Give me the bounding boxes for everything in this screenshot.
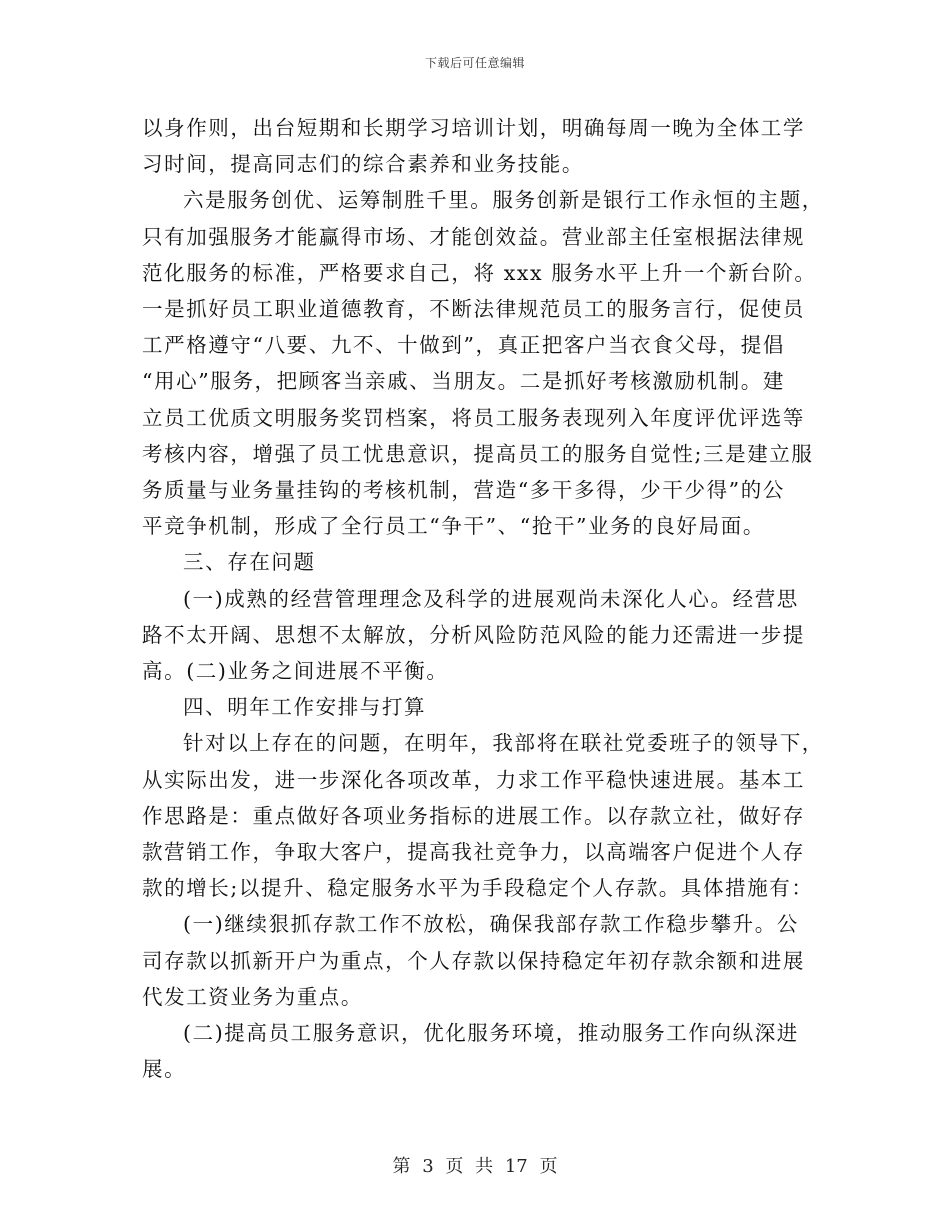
text-line: 立员工优质文明服务奖罚档案，将员工服务表现列入年度评优评选等 <box>142 405 805 430</box>
text-line: 以身作则，出台短期和长期学习培训计划，明确每周一晚为全体工学 <box>142 116 805 140</box>
text-line: 针对以上存在的问题，在明年，我部将在联社党委班子的领导下， <box>183 731 824 756</box>
text-line: 款营销工作，争取大客户，提高我社竞争力，以高端客户促进个人存 <box>142 840 805 865</box>
text-line: 平竞争机制，形成了全行员工“争干”、“抢干”业务的良好局面。 <box>142 514 765 539</box>
text-line: 考核内容，增强了员工忧患意识，提高员工的服务自觉性;三是建立服 <box>142 441 814 466</box>
text-line: 款的增长;以提升、稳定服务水平为手段稳定个人存款。具体措施有： <box>142 876 814 901</box>
paragraph <box>142 1015 807 1087</box>
text-line: 四、明年工作安排与打算 <box>183 695 427 720</box>
page-footer: 第 3 页 共 17 页 <box>392 1156 558 1177</box>
text-line: 从实际出发，进一步深化各项改革，力求工作平稳快速进展。基本工 <box>142 767 805 792</box>
paragraph <box>142 906 807 1015</box>
text-line: 高。(二)业务之间进展不平衡。 <box>142 659 449 684</box>
text-line: (二)提高员工服务意识，优化服务环境，推动服务工作向纵深进 <box>183 1021 799 1046</box>
page-header: 下载后可任意编辑 <box>424 56 525 70</box>
paragraph <box>142 725 824 906</box>
section-heading <box>142 689 807 725</box>
text-line: 范化服务的标准，严格要求自己，将 xxx 服务水平上升一个新台阶。 <box>142 260 817 285</box>
text-line: (一)继续狠抓存款工作不放松，确保我部存款工作稳步攀升。公 <box>183 912 799 937</box>
paragraph <box>142 182 824 544</box>
text-line: 务质量与业务量挂钩的考核机制，营造“多干多得，少干少得”的公 <box>142 478 785 503</box>
paragraph <box>142 110 807 182</box>
text-line: “用心”服务，把顾客当亲戚、当朋友。二是抓好考核激励机制。建 <box>142 369 785 394</box>
text-line: 只有加强服务才能赢得市场、才能创效益。营业部主任室根据法律规 <box>142 224 805 249</box>
text-line: 司存款以抓新开户为重点，个人存款以保持稳定年初存款余额和进展 <box>142 948 805 973</box>
text-line: 一是抓好员工职业道德教育，不断法律规范员工的服务言行，促使员 <box>142 297 805 322</box>
text-line: 三、存在问题 <box>183 550 316 575</box>
paragraph <box>142 581 807 690</box>
text-line: (一)成熟的经营管理理念及科学的进展观尚未深化人心。经营思 <box>183 586 799 611</box>
text-line: 展。 <box>142 1057 187 1082</box>
section-heading <box>142 544 807 580</box>
text-line: 六是服务创优、运筹制胜千里。服务创新是银行工作永恒的主题， <box>183 188 824 213</box>
document-body <box>142 110 824 1087</box>
text-line: 习时间，提高同志们的综合素养和业务技能。 <box>142 152 584 177</box>
text-line: 作思路是：重点做好各项业务指标的进展工作。以存款立社，做好存 <box>142 803 805 828</box>
text-line: 路不太开阔、思想不太解放，分析风险防范风险的能力还需进一步提 <box>142 622 805 647</box>
text-line: 代发工资业务为重点。 <box>142 984 363 1009</box>
text-line: 工严格遵守“八要、九不、十做到”，真正把客户当衣食父母，提倡 <box>142 333 785 358</box>
